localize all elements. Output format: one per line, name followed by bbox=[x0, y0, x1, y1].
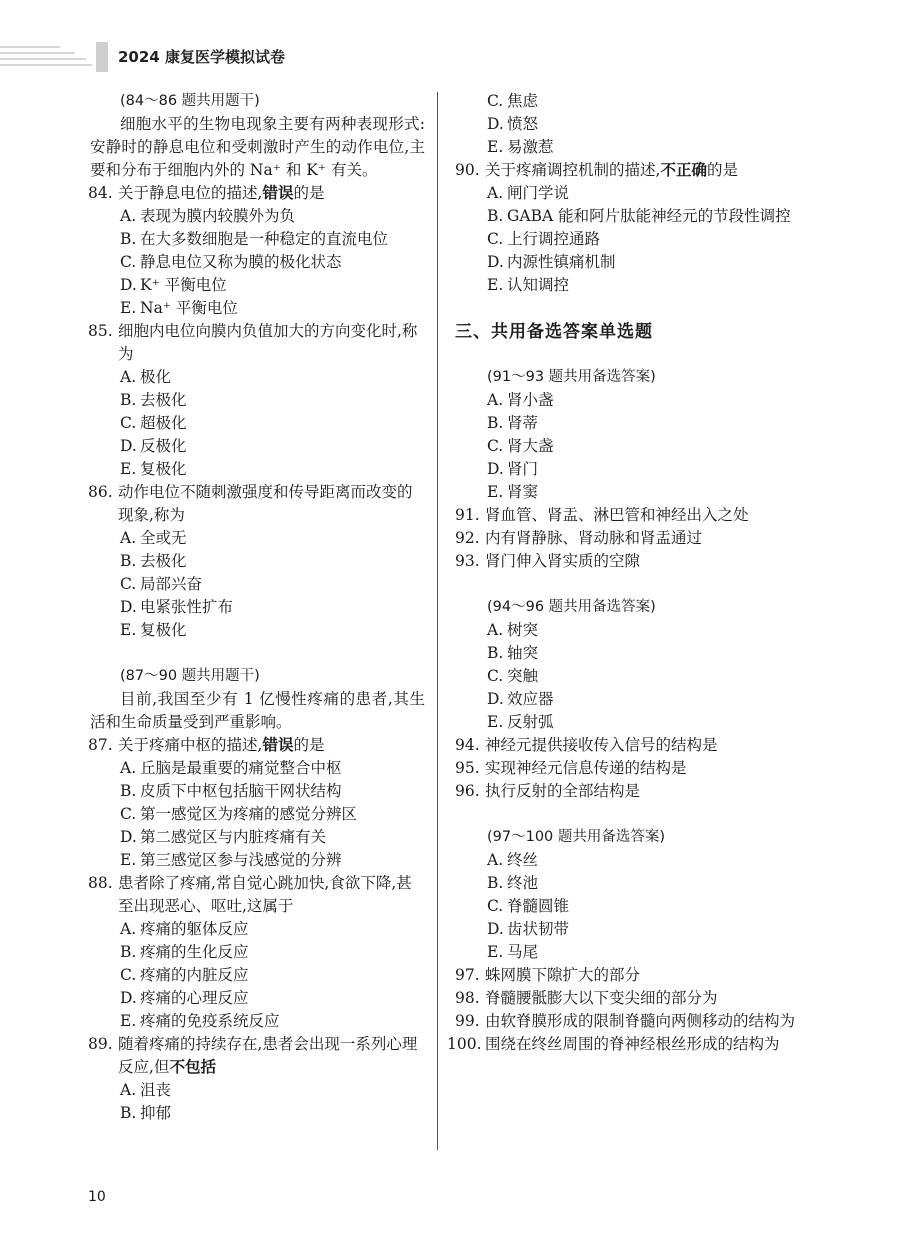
question-emphasis: 不包括 bbox=[169, 1058, 216, 1076]
question-text bbox=[118, 734, 425, 757]
option bbox=[487, 941, 800, 964]
question-text: 围绕在终丝周围的脊神经根丝形成的结构为 bbox=[485, 1035, 780, 1053]
question-number: 96. bbox=[455, 782, 480, 800]
option[interactable] bbox=[120, 964, 425, 987]
question-text: 神经元提供接收传入信号的结构是 bbox=[485, 736, 718, 754]
option-text: Na⁺ 平衡电位 bbox=[140, 299, 238, 317]
option-letter: E. bbox=[120, 299, 137, 317]
option bbox=[487, 665, 800, 688]
option-letter: D. bbox=[120, 276, 137, 294]
option-text: 脊髓圆锥 bbox=[507, 897, 570, 915]
option-text: 局部兴奋 bbox=[140, 575, 203, 593]
option bbox=[487, 872, 800, 895]
question-text: 肾门伸入肾实质的空隙 bbox=[485, 552, 641, 570]
option-text: 第二感觉区与内脏疼痛有关 bbox=[140, 828, 327, 846]
option-letter: B. bbox=[120, 230, 137, 248]
question-98 bbox=[455, 987, 800, 1010]
question-text-pre: 关于疼痛调控机制的描述, bbox=[485, 161, 661, 179]
option-text: 复极化 bbox=[140, 621, 187, 639]
option[interactable] bbox=[120, 987, 425, 1010]
option-text: 去极化 bbox=[140, 552, 187, 570]
group-head: (97～100 题共用备选答案) bbox=[487, 829, 666, 845]
option bbox=[487, 481, 800, 504]
option-letter: D. bbox=[487, 253, 504, 271]
question-text bbox=[118, 182, 425, 205]
option[interactable] bbox=[120, 297, 425, 320]
option-text: 轴突 bbox=[507, 644, 539, 662]
question-97 bbox=[455, 964, 800, 987]
option-letter: B. bbox=[487, 874, 504, 892]
option[interactable] bbox=[487, 251, 800, 274]
option-letter: A. bbox=[120, 759, 137, 777]
question-93 bbox=[455, 550, 800, 573]
question-number: 98. bbox=[455, 989, 480, 1007]
question-90 bbox=[455, 159, 800, 182]
stem-text: 目前,我国至少有 1 亿慢性疼痛的患者,其生活和生命质量受到严重影响。 bbox=[90, 690, 425, 731]
question-text-pre: 随着疼痛的持续存在,患者会出现一系列心理反应,但 bbox=[118, 1035, 418, 1076]
option[interactable] bbox=[120, 918, 425, 941]
option-text: 第一感觉区为疼痛的感觉分辨区 bbox=[140, 805, 358, 823]
option[interactable] bbox=[487, 274, 800, 297]
option-text: 马尾 bbox=[507, 943, 539, 961]
option[interactable] bbox=[487, 182, 800, 205]
option[interactable] bbox=[120, 849, 425, 872]
question-88 bbox=[88, 872, 425, 918]
option-letter: C. bbox=[487, 92, 504, 110]
question-number: 91. bbox=[455, 506, 480, 524]
question-87 bbox=[88, 734, 425, 757]
option bbox=[487, 458, 800, 481]
option-text: 愤怒 bbox=[507, 115, 539, 133]
option[interactable] bbox=[487, 205, 800, 228]
option[interactable] bbox=[120, 573, 425, 596]
option[interactable] bbox=[120, 619, 425, 642]
option bbox=[487, 918, 800, 941]
option[interactable] bbox=[120, 1102, 425, 1125]
option-text: 丘脑是最重要的痛觉整合中枢 bbox=[140, 759, 342, 777]
option[interactable] bbox=[487, 113, 800, 136]
option-text: 在大多数细胞是一种稳定的直流电位 bbox=[140, 230, 389, 248]
question-text-pre: 关于疼痛中枢的描述, bbox=[118, 736, 263, 754]
option-letter: A. bbox=[120, 529, 137, 547]
option-letter: D. bbox=[120, 828, 137, 846]
option bbox=[487, 412, 800, 435]
question-99 bbox=[455, 1010, 800, 1033]
option-text: 树突 bbox=[507, 621, 539, 639]
option[interactable] bbox=[120, 1079, 425, 1102]
header-decoration bbox=[0, 44, 92, 72]
option[interactable] bbox=[120, 458, 425, 481]
option-text: 疼痛的免疫系统反应 bbox=[140, 1012, 280, 1030]
option-text: 肾窦 bbox=[507, 483, 539, 501]
option[interactable] bbox=[120, 550, 425, 573]
question-92 bbox=[455, 527, 800, 550]
stem-text: 细胞水平的生物电现象主要有两种表现形式:安静时的静息电位和受刺激时产生的动作电位,主要和分布于细胞内外的 Na⁺ 和 K⁺ 有关。 bbox=[90, 115, 425, 179]
option-text: 突触 bbox=[507, 667, 539, 685]
option-letter: B. bbox=[487, 207, 504, 225]
option-letter: E. bbox=[120, 851, 137, 869]
option-letter: E. bbox=[120, 1012, 137, 1030]
question-number: 94. bbox=[455, 736, 480, 754]
option-text: 极化 bbox=[140, 368, 172, 386]
option-letter: E. bbox=[487, 276, 504, 294]
option-letter: D. bbox=[120, 598, 137, 616]
question-number: 99. bbox=[455, 1012, 480, 1030]
question-text: 蛛网膜下隙扩大的部分 bbox=[485, 966, 641, 984]
option[interactable] bbox=[120, 1010, 425, 1033]
option bbox=[487, 435, 800, 458]
question-86 bbox=[88, 481, 425, 527]
option-letter: E. bbox=[487, 138, 504, 156]
option-text: 齿状韧带 bbox=[507, 920, 570, 938]
option-text: 效应器 bbox=[507, 690, 554, 708]
question-94 bbox=[455, 734, 800, 757]
option-letter: C. bbox=[120, 966, 137, 984]
option-text: 去极化 bbox=[140, 391, 187, 409]
option-letter: A. bbox=[487, 391, 504, 409]
option-letter: E. bbox=[487, 943, 504, 961]
option[interactable] bbox=[120, 435, 425, 458]
option bbox=[487, 711, 800, 734]
question-text-post: 的是 bbox=[293, 736, 325, 754]
option-text: 沮丧 bbox=[140, 1081, 172, 1099]
option-letter: A. bbox=[120, 920, 137, 938]
question-96 bbox=[455, 780, 800, 803]
option-text: 疼痛的内脏反应 bbox=[140, 966, 249, 984]
question-85 bbox=[88, 320, 425, 366]
option-letter: E. bbox=[120, 460, 137, 478]
question-number: 97. bbox=[455, 966, 480, 984]
question-number: 100. bbox=[447, 1035, 482, 1053]
option-letter: D. bbox=[487, 920, 504, 938]
option-text: 全或无 bbox=[140, 529, 187, 547]
group-head: (94～96 题共用备选答案) bbox=[487, 599, 656, 615]
option-text: 疼痛的躯体反应 bbox=[140, 920, 249, 938]
option-letter: C. bbox=[120, 253, 137, 271]
option-letter: A. bbox=[120, 368, 137, 386]
option-letter: C. bbox=[487, 667, 504, 685]
question-number: 89. bbox=[88, 1035, 113, 1053]
option-text: 疼痛的生化反应 bbox=[140, 943, 249, 961]
option[interactable] bbox=[120, 366, 425, 389]
option[interactable] bbox=[120, 780, 425, 803]
option-letter: B. bbox=[120, 1104, 137, 1122]
option[interactable] bbox=[120, 803, 425, 826]
option-text: 第三感觉区参与浅感觉的分辨 bbox=[140, 851, 342, 869]
option-text: 复极化 bbox=[140, 460, 187, 478]
question-emphasis: 错误 bbox=[262, 736, 294, 754]
option-text: 肾蒂 bbox=[507, 414, 539, 432]
option bbox=[487, 642, 800, 665]
option[interactable] bbox=[120, 205, 425, 228]
option-text: 肾小盏 bbox=[507, 391, 554, 409]
question-number: 87. bbox=[88, 736, 113, 754]
option-text: 肾门 bbox=[507, 460, 539, 478]
option-letter: A. bbox=[487, 621, 504, 639]
option-letter: C. bbox=[487, 897, 504, 915]
option-letter: B. bbox=[487, 644, 504, 662]
option bbox=[487, 389, 800, 412]
option-text: 静息电位又称为膜的极化状态 bbox=[140, 253, 342, 271]
section-title: 三、共用备选答案单选题 bbox=[455, 322, 653, 342]
option-text: 认知调控 bbox=[507, 276, 570, 294]
option[interactable] bbox=[120, 228, 425, 251]
option-text: 皮质下中枢包括脑干网状结构 bbox=[140, 782, 342, 800]
option[interactable] bbox=[120, 596, 425, 619]
page-number: 10 bbox=[88, 1189, 106, 1205]
option-text: K⁺ 平衡电位 bbox=[140, 276, 227, 294]
option-letter: C. bbox=[120, 414, 137, 432]
question-text: 肾血管、肾盂、淋巴管和神经出入之处 bbox=[485, 506, 749, 524]
group-head: (87～90 题共用题干) bbox=[120, 668, 260, 684]
option-letter: D. bbox=[487, 460, 504, 478]
question-84 bbox=[88, 182, 425, 205]
option-letter: B. bbox=[120, 552, 137, 570]
option[interactable] bbox=[487, 228, 800, 251]
question-number: 88. bbox=[88, 874, 113, 892]
option-text: 疼痛的心理反应 bbox=[140, 989, 249, 1007]
option[interactable] bbox=[120, 412, 425, 435]
question-text bbox=[118, 1033, 425, 1079]
question-number: 93. bbox=[455, 552, 480, 570]
option-letter: E. bbox=[487, 483, 504, 501]
group-head: (84～86 题共用题干) bbox=[120, 93, 260, 109]
right-column bbox=[447, 90, 800, 1056]
question-text: 患者除了疼痛,常自觉心跳加快,食欲下降,甚至出现恶心、呕吐,这属于 bbox=[118, 874, 412, 915]
question-text: 内有肾静脉、肾动脉和肾盂通过 bbox=[485, 529, 703, 547]
option-text: 肾大盏 bbox=[507, 437, 554, 455]
option-text: 反射弧 bbox=[507, 713, 554, 731]
option-letter: C. bbox=[487, 437, 504, 455]
option bbox=[487, 895, 800, 918]
option-text: 表现为膜内较膜外为负 bbox=[140, 207, 296, 225]
option-letter: C. bbox=[120, 805, 137, 823]
option bbox=[487, 849, 800, 872]
option-letter: E. bbox=[120, 621, 137, 639]
option bbox=[487, 688, 800, 711]
question-89 bbox=[88, 1033, 425, 1079]
question-emphasis: 不正确 bbox=[660, 161, 707, 179]
option-letter: B. bbox=[120, 943, 137, 961]
header-title: 2024 康复医学模拟试卷 bbox=[118, 48, 285, 66]
question-100 bbox=[447, 1033, 800, 1056]
option-letter: A. bbox=[120, 1081, 137, 1099]
option-text: 超极化 bbox=[140, 414, 187, 432]
option-text: 终池 bbox=[507, 874, 539, 892]
option[interactable] bbox=[120, 274, 425, 297]
option-letter: B. bbox=[487, 414, 504, 432]
question-emphasis: 错误 bbox=[262, 184, 294, 202]
option-text: 抑郁 bbox=[140, 1104, 172, 1122]
question-number: 86. bbox=[88, 483, 113, 501]
header-bar bbox=[96, 42, 108, 72]
option-text: 电紧张性扩布 bbox=[140, 598, 234, 616]
option-letter: D. bbox=[120, 437, 137, 455]
option-letter: A. bbox=[120, 207, 137, 225]
question-number: 90. bbox=[455, 161, 480, 179]
question-text bbox=[485, 159, 800, 182]
option-letter: E. bbox=[487, 713, 504, 731]
option[interactable] bbox=[120, 389, 425, 412]
option[interactable] bbox=[487, 90, 800, 113]
option-letter: D. bbox=[487, 115, 504, 133]
option[interactable] bbox=[120, 757, 425, 780]
question-number: 85. bbox=[88, 322, 113, 340]
question-text-post: 的是 bbox=[706, 161, 738, 179]
question-text: 脊髓腰骶膨大以下变尖细的部分为 bbox=[485, 989, 718, 1007]
option bbox=[487, 619, 800, 642]
option-letter: C. bbox=[120, 575, 137, 593]
question-text: 动作电位不随刺激强度和传导距离而改变的现象,称为 bbox=[118, 483, 413, 524]
option[interactable] bbox=[120, 826, 425, 849]
question-number: 95. bbox=[455, 759, 480, 777]
left-column bbox=[88, 90, 425, 1125]
option-text: 闸门学说 bbox=[507, 184, 570, 202]
question-number: 92. bbox=[455, 529, 480, 547]
option-text: GABA 能和阿片肽能神经元的节段性调控 bbox=[507, 207, 791, 225]
question-text: 由软脊膜形成的限制脊髓向两侧移动的结构为 bbox=[485, 1012, 796, 1030]
option-text: 上行调控通路 bbox=[507, 230, 601, 248]
group-head: (91～93 题共用备选答案) bbox=[487, 369, 656, 385]
question-95 bbox=[455, 757, 800, 780]
question-number: 84. bbox=[88, 184, 113, 202]
option-text: 终丝 bbox=[507, 851, 539, 869]
option-letter: A. bbox=[487, 184, 504, 202]
column-divider bbox=[437, 92, 438, 1150]
option-letter: B. bbox=[120, 782, 137, 800]
option-letter: D. bbox=[120, 989, 137, 1007]
question-text: 实现神经元信息传递的结构是 bbox=[485, 759, 687, 777]
question-text-pre: 关于静息电位的描述, bbox=[118, 184, 263, 202]
option-text: 内源性镇痛机制 bbox=[507, 253, 616, 271]
option-text: 易激惹 bbox=[507, 138, 554, 156]
question-text: 执行反射的全部结构是 bbox=[485, 782, 641, 800]
question-text-post: 的是 bbox=[293, 184, 325, 202]
option-letter: A. bbox=[487, 851, 504, 869]
option-letter: C. bbox=[487, 230, 504, 248]
option-text: 反极化 bbox=[140, 437, 187, 455]
option[interactable] bbox=[120, 941, 425, 964]
option[interactable] bbox=[487, 136, 800, 159]
option-text: 焦虑 bbox=[507, 92, 539, 110]
option[interactable] bbox=[120, 251, 425, 274]
question-text: 细胞内电位向膜内负值加大的方向变化时,称为 bbox=[118, 322, 418, 363]
option-letter: B. bbox=[120, 391, 137, 409]
question-91 bbox=[455, 504, 800, 527]
option-letter: D. bbox=[487, 690, 504, 708]
option[interactable] bbox=[120, 527, 425, 550]
